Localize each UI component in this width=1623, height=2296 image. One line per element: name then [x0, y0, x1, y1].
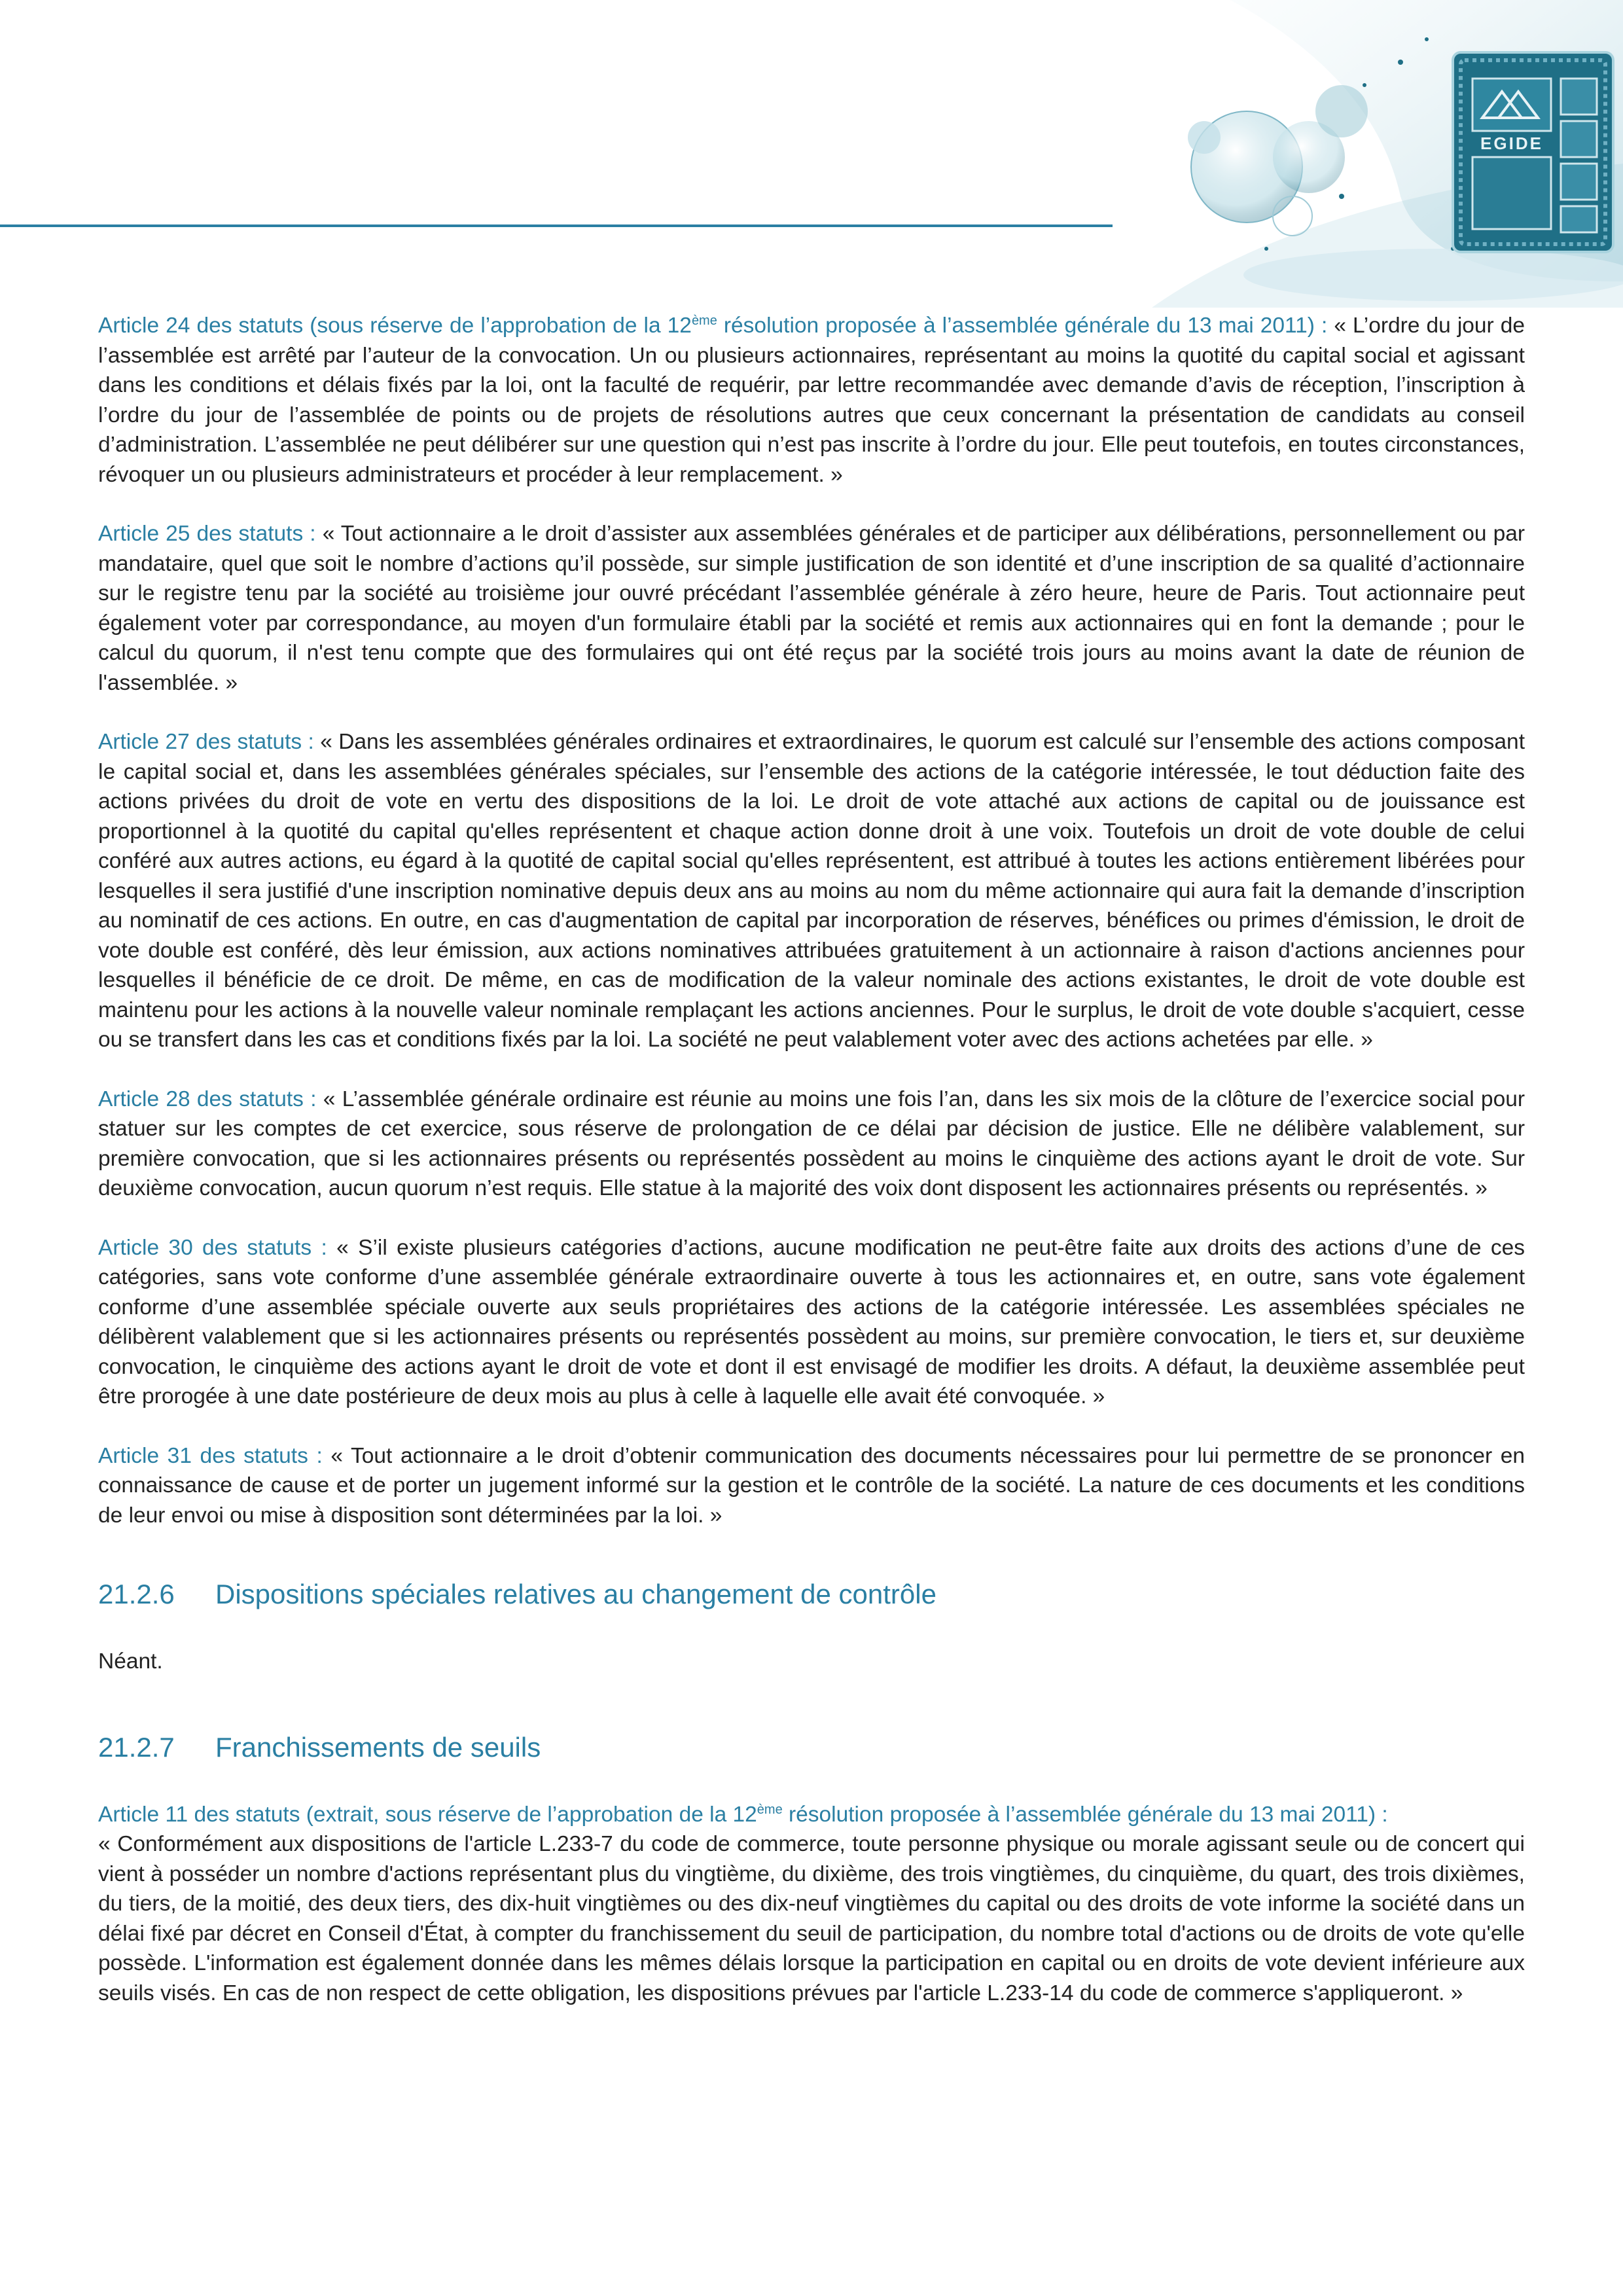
article-27-lead: Article 27 des statuts : [98, 730, 314, 754]
article-24-lead: Article 24 des statuts (sous réserve de l’approbation de la 12ème résolution proposée à l’assemblée générale du 13 mai 2011) : [98, 313, 1328, 338]
article-25-body: « Tout actionnaire a le droit d’assister aux assemblées générales et de participer aux délibérations, personnellement ou par mandataire, quel que soit le nombre d’actions qu’il possède, sur simple justification de son identité et d’une inscription de sa qualité d’actionnaire sur le registre tenu par la société au troisième jour ouvré précédant l’assemblée générale à zéro heure, heure de Paris. Tout actionnaire peut également voter par correspondance, au moyen d'un formulaire établi par la société et remis aux actionnaires qui en font la demande ; pour le calcul du quorum, il n'est tenu compte que des formulaires qui ont été reçus par la société trois jours au moins avant la date de réunion de l'assemblée. » [98, 522, 1525, 695]
section-heading-21-2-7 [98, 1729, 1525, 1766]
egide-logo-text: EGIDE [1480, 134, 1543, 153]
article-27-body: « Dans les assemblées générales ordinaires et extraordinaires, le quorum est calculé sur l’ensemble des actions composant le capital social et, dans les assemblées générales spéciales, sur l’ensemble des actions de la catégorie intéressée, le tout déduction faite des actions privées du droit de vote en vertu des dispositions de la loi. Le droit de vote attaché aux actions de capital ou de jouissance est proportionnel à la quotité du capital qu'elles représentent et chaque action donne droit à une voix. Toutefois un droit de vote double de celui conféré aux autres actions, eu égard à la quotité de capital social qu'elles représentent, est attribué à toutes les actions entièrement libérées pour lesquelles il sera justifié d'une inscription nominative depuis deux ans au moins au nom du même actionnaire qui aura fait la demande d’inscription au nominatif de ces actions. En outre, en cas d'augmentation de capital par incorporation de réserves, bénéfices ou primes d'émission, le droit de vote double est conféré, dès leur émission, aux actions nominatives attribuées gratuitement à un actionnaire à raison d'actions anciennes pour lesquelles il bénéficie de ce droit. De même, en cas de modification de la valeur nominale des actions existantes, le droit de vote double est maintenu pour les actions à la nouvelle valeur nominale remplaçant les actions anciennes. Pour le surplus, le droit de vote double s'acquiert, cesse ou se transfert dans les cas et conditions fixés par la loi. La société ne peut valablement voter avec des actions achetées par elle. » [98, 730, 1525, 1052]
article-30-paragraph [98, 1233, 1525, 1412]
article-11-lead: Article 11 des statuts (extrait, sous réserve de l’approbation de la 12ème résolution proposée à l’assemblée générale du 13 mai 2011) : [98, 1802, 1388, 1827]
article-25-lead: Article 25 des statuts : [98, 522, 316, 546]
article-31-body: « Tout actionnaire a le droit d’obtenir communication des documents nécessaires pour lui permettre de se prononcer en connaissance de cause et de porter un jugement informé sur la gestion et le contrôle de la société. La nature de ces documents et les conditions de leur envoi ou mise à disposition sont déterminées par la loi. » [98, 1443, 1525, 1528]
article-24-paragraph [98, 311, 1525, 490]
section-number: 21.2.7 [98, 1731, 175, 1763]
article-24-body: « L’ordre du jour de l’assemblée est arrêté par l’auteur de la convocation. Un ou plusieurs actionnaires, représentant au moins la quotité du capital social et agissant dans les conditions et délais fixés par la loi, ont la faculté de requérir, par lettre recommandée avec demande d’avis de réception, l’inscription à l’ordre du jour de l’assemblée de points ou de projets de résolutions autres que ceux concernant la présentation de candidats au conseil d’administration. L’assemblée ne peut délibérer sur une question qui n’est pas inscrite à l’ordre du jour. Elle peut toutefois, en toutes circonstances, révoquer un ou plusieurs administrateurs et procéder à leur remplacement. » [98, 314, 1525, 487]
document-body [98, 311, 1525, 2008]
article-28-body: « L’assemblée générale ordinaire est réunie au moins une fois l’an, dans les six mois de la clôture de l’exercice social pour statuer sur les comptes de cet exercice, sous réserve de prolongation de ce délai par décision de justice. Elle ne délibère valablement, sur première convocation, que si les actionnaires présents ou représentés possèdent au moins le cinquième des actions ayant le droit de vote. Sur deuxième convocation, aucun quorum n’est requis. Elle statue à la majorité des voix dont disposent les actionnaires présents ou représentés. » [98, 1086, 1525, 1200]
section-21-2-6-body: Néant. [98, 1649, 163, 1674]
article-27-paragraph [98, 727, 1525, 1055]
article-31-paragraph [98, 1441, 1525, 1531]
article-30-body: « S’il existe plusieurs catégories d’actions, aucune modification ne peut-être faite aux droits des actions d’une de ces catégories, sans vote conforme d’une assemblée générale extraordinaire ouverte à tous les actionnaires et, en outre, sans vote également conforme d’une assemblée spéciale ouverte aux seuls propriétaires des actions de la catégorie intéressée. Les assemblées spéciales ne délibèrent valablement que si les actionnaires présents ou représentés possèdent au moins, sur première convocation, le tiers et, sur deuxième convocation, le cinquième des actions ayant le droit de vote et dont il est envisagé de modifier les droits. A défaut, la deuxième assemblée peut être prorogée à une date postérieure de deux mois au plus à celle à laquelle elle avait été convoquée. » [98, 1235, 1525, 1408]
article-28-lead: Article 28 des statuts : [98, 1086, 317, 1111]
egide-logo-art [1034, 0, 1623, 308]
section-number: 21.2.6 [98, 1579, 175, 1609]
section-title: Franchissements de seuils [215, 1731, 541, 1763]
header-rule [0, 224, 1113, 227]
article-25-paragraph [98, 519, 1525, 698]
article-11-body: « Conformément aux dispositions de l'article L.233-7 du code de commerce, toute personne physique ou morale agissant seule ou de concert qui vient à posséder un nombre d'actions représentant plus du vingtième, du dixième, des trois vingtièmes, du cinquième, du quart, des trois dixièmes, du tiers, de la moitié, des deux tiers, des dix-huit vingtièmes ou des dix-neuf vingtièmes du capital ou des droits de vote informe la société dans un délai fixé par décret en Conseil d'État, à compter du franchissement du seuil de participation, du nombre total d'actions ou de droits de vote qu'elle possède. L'information est également donnée dans les mêmes délais lorsque la participation en capital ou en droits de vote devient inférieure aux seuils visés. En cas de non respect de cette obligation, les dispositions prévues par l'article L.233-14 du code de commerce s'appliqueront. » [98, 1832, 1525, 2005]
section-heading-21-2-6 [98, 1576, 1525, 1613]
article-31-lead: Article 31 des statuts : [98, 1443, 323, 1468]
section-title: Dispositions spéciales relatives au changement de contrôle [215, 1579, 936, 1609]
article-30-lead: Article 30 des statuts : [98, 1235, 327, 1260]
article-28-paragraph [98, 1085, 1525, 1204]
